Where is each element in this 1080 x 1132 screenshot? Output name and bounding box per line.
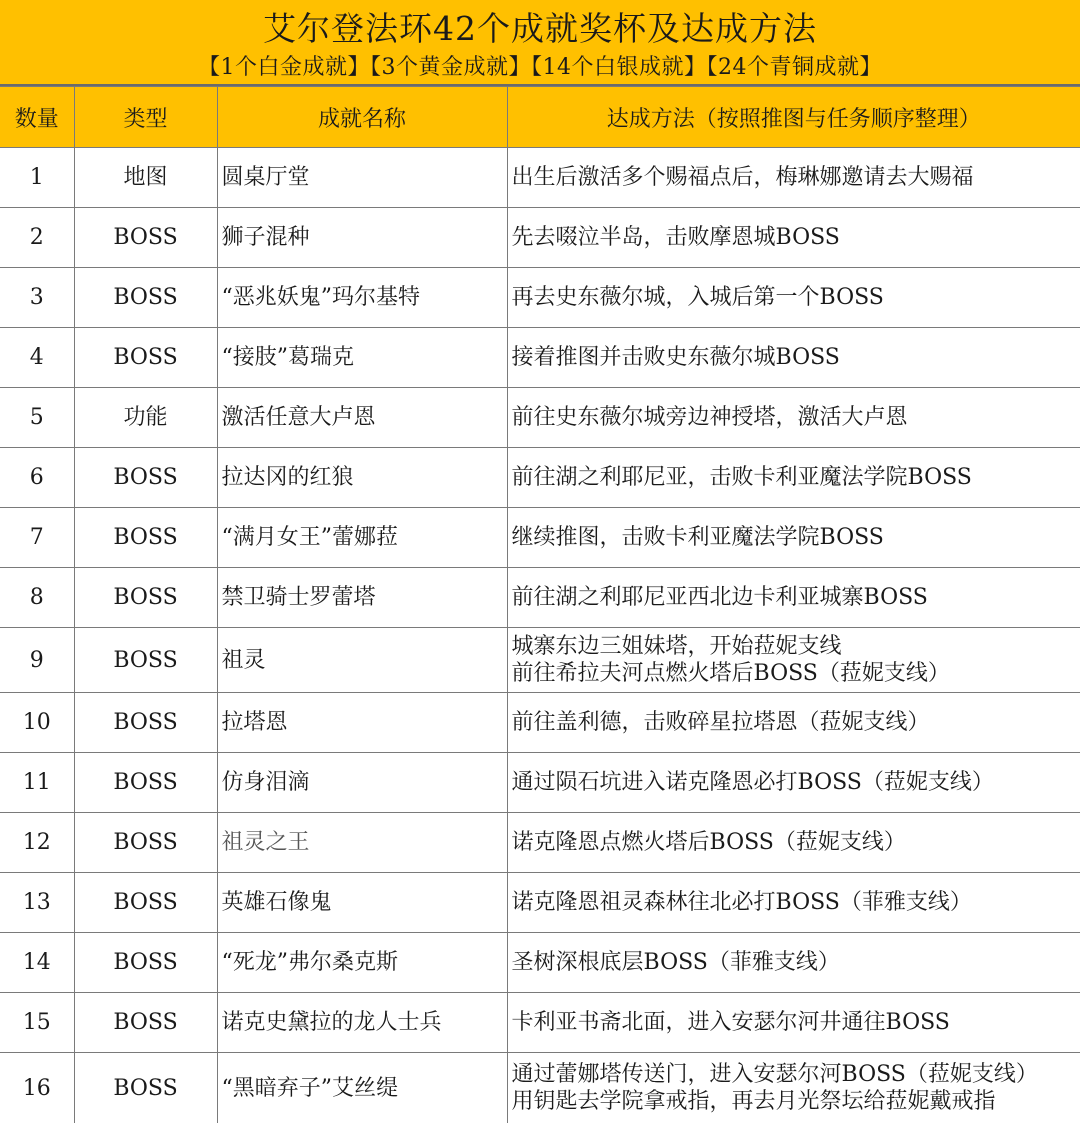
cell-count: 9 [0, 628, 74, 693]
cell-type: BOSS [74, 568, 217, 628]
cell-method [507, 693, 1080, 753]
cell-type: BOSS [74, 873, 217, 933]
method-line: 接着推图并击败史东薇尔城BOSS [511, 345, 840, 370]
table-row [0, 448, 1080, 508]
cell-method [507, 873, 1080, 933]
cell-type: BOSS [74, 268, 217, 328]
method-line: 卡利亚书斋北面，进入安瑟尔河井通往BOSS [511, 1010, 950, 1035]
cell-method [507, 628, 1080, 693]
method-line: 出生后激活多个赐福点后，梅琳娜邀请去大赐福 [511, 165, 974, 190]
cell-method [507, 388, 1080, 448]
cell-count: 15 [0, 993, 74, 1053]
table-row [0, 1053, 1080, 1124]
table-row [0, 873, 1080, 933]
cell-method [507, 448, 1080, 508]
cell-method [507, 993, 1080, 1053]
method-line: 诺克隆恩点燃火塔后BOSS（菈妮支线） [511, 830, 906, 855]
table-row [0, 813, 1080, 873]
cell-count: 2 [0, 208, 74, 268]
cell-achievement-name: 祖灵 [217, 628, 507, 693]
cell-achievement-name: 拉达冈的红狼 [217, 448, 507, 508]
cell-achievement-name: 诺克史黛拉的龙人士兵 [217, 993, 507, 1053]
cell-method [507, 268, 1080, 328]
method-line: 前往湖之利耶尼亚，击败卡利亚魔法学院BOSS [511, 465, 972, 490]
cell-count: 3 [0, 268, 74, 328]
column-header-method: 达成方法（按照推图与任务顺序整理） [507, 87, 1080, 148]
cell-achievement-name: “恶兆妖鬼”玛尔基特 [217, 268, 507, 328]
cell-count: 1 [0, 148, 74, 208]
cell-achievement-name: 祖灵之王 [217, 813, 507, 873]
column-header-count: 数量 [0, 87, 74, 148]
method-line: 前往湖之利耶尼亚西北边卡利亚城寨BOSS [511, 585, 928, 610]
cell-type: BOSS [74, 328, 217, 388]
cell-type: BOSS [74, 208, 217, 268]
method-line: 城寨东边三姐妹塔，开始菈妮支线 [511, 634, 842, 659]
cell-method [507, 328, 1080, 388]
method-line: 通过蕾娜塔传送门，进入安瑟尔河BOSS（菈妮支线） [511, 1062, 1038, 1087]
table-row [0, 388, 1080, 448]
cell-method [507, 753, 1080, 813]
method-line: 用钥匙去学院拿戒指，再去月光祭坛给菈妮戴戒指 [511, 1089, 996, 1114]
cell-count: 4 [0, 328, 74, 388]
cell-type: BOSS [74, 693, 217, 753]
cell-count: 12 [0, 813, 74, 873]
cell-achievement-name: 激活任意大卢恩 [217, 388, 507, 448]
achievement-table [0, 86, 1080, 1123]
cell-type: BOSS [74, 993, 217, 1053]
cell-type: BOSS [74, 813, 217, 873]
method-line: 诺克隆恩祖灵森林往北必打BOSS（菲雅支线） [511, 890, 972, 915]
table-row [0, 933, 1080, 993]
cell-method [507, 1053, 1080, 1124]
cell-type: BOSS [74, 753, 217, 813]
cell-achievement-name: 仿身泪滴 [217, 753, 507, 813]
cell-count: 10 [0, 693, 74, 753]
method-line: 圣树深根底层BOSS（菲雅支线） [511, 950, 840, 975]
method-line: 前往希拉夫河点燃火塔后BOSS（菈妮支线） [511, 661, 950, 686]
method-line: 通过陨石坑进入诺克隆恩必打BOSS（菈妮支线） [511, 770, 994, 795]
table-row [0, 753, 1080, 813]
cell-achievement-name: 英雄石像鬼 [217, 873, 507, 933]
cell-method [507, 208, 1080, 268]
table-row [0, 148, 1080, 208]
cell-type: BOSS [74, 448, 217, 508]
page-title: 艾尔登法环42个成就奖杯及达成方法 [263, 9, 817, 48]
cell-achievement-name: 拉塔恩 [217, 693, 507, 753]
method-line: 继续推图，击败卡利亚魔法学院BOSS [511, 525, 884, 550]
column-header-type: 类型 [74, 87, 217, 148]
table-row [0, 268, 1080, 328]
column-header-name: 成就名称 [217, 87, 507, 148]
cell-count: 16 [0, 1053, 74, 1124]
cell-achievement-name: “接肢”葛瑞克 [217, 328, 507, 388]
cell-count: 6 [0, 448, 74, 508]
cell-achievement-name: “死龙”弗尔桑克斯 [217, 933, 507, 993]
table-row [0, 208, 1080, 268]
table-header-row [0, 87, 1080, 148]
cell-type: BOSS [74, 933, 217, 993]
table-row [0, 693, 1080, 753]
cell-type: BOSS [74, 508, 217, 568]
cell-achievement-name: “黑暗弃子”艾丝缇 [217, 1053, 507, 1124]
cell-count: 7 [0, 508, 74, 568]
cell-count: 8 [0, 568, 74, 628]
method-line: 再去史东薇尔城，入城后第一个BOSS [511, 285, 884, 310]
cell-count: 5 [0, 388, 74, 448]
cell-count: 13 [0, 873, 74, 933]
cell-method [507, 508, 1080, 568]
table-row [0, 328, 1080, 388]
table-body [0, 148, 1080, 1124]
method-line: 前往盖利德，击败碎星拉塔恩（菈妮支线） [511, 710, 930, 735]
cell-method [507, 568, 1080, 628]
cell-type: BOSS [74, 628, 217, 693]
cell-method [507, 933, 1080, 993]
table-row [0, 628, 1080, 693]
table-row [0, 568, 1080, 628]
cell-method [507, 148, 1080, 208]
title-banner [0, 0, 1080, 86]
cell-achievement-name: 狮子混种 [217, 208, 507, 268]
cell-count: 11 [0, 753, 74, 813]
cell-type: 地图 [74, 148, 217, 208]
page-subtitle: 【1个白金成就】【3个黄金成就】【14个白银成就】【24个青铜成就】 [198, 55, 882, 80]
cell-achievement-name: 禁卫骑士罗蕾塔 [217, 568, 507, 628]
cell-type: BOSS [74, 1053, 217, 1124]
cell-achievement-name: 圆桌厅堂 [217, 148, 507, 208]
cell-achievement-name: “满月女王”蕾娜菈 [217, 508, 507, 568]
cell-count: 14 [0, 933, 74, 993]
table-row [0, 508, 1080, 568]
cell-method [507, 813, 1080, 873]
method-line: 先去啜泣半岛，击败摩恩城BOSS [511, 225, 840, 250]
table-row [0, 993, 1080, 1053]
method-line: 前往史东薇尔城旁边神授塔，激活大卢恩 [511, 405, 908, 430]
cell-type: 功能 [74, 388, 217, 448]
